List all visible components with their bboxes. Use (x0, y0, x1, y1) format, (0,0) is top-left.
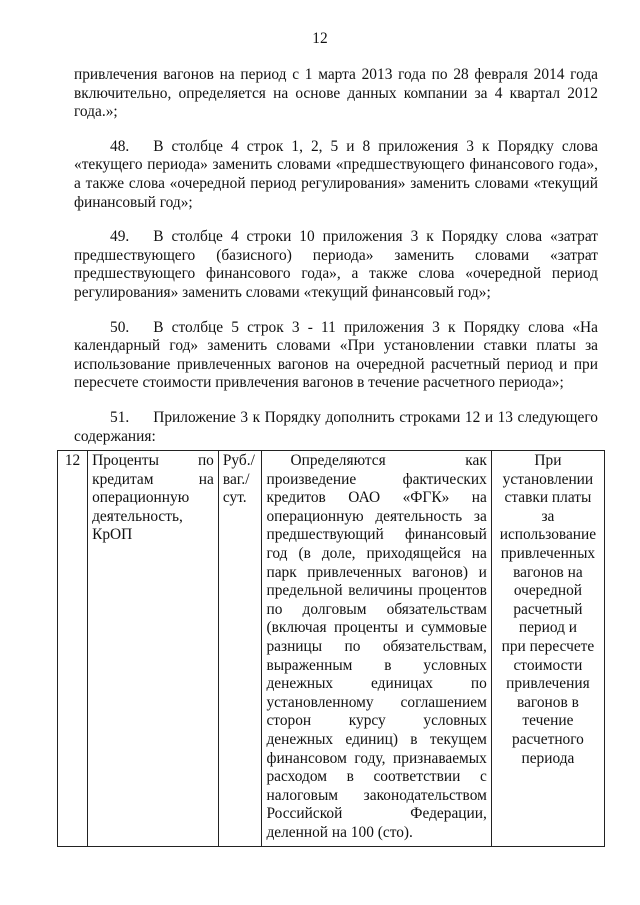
period-line: очередной (513, 582, 583, 600)
period-line: за (541, 507, 555, 525)
table-row (58, 451, 605, 847)
paragraph-text: В столбце 4 строки 10 приложения 3 к Порядку слова «затрат предшествующего (базисного) периода» заменить словами «затрат предшествующего финансового года», а также слова «очередной период регулирования» заменить словами «текущий финансовый год»; (74, 228, 598, 301)
name-line: кредитам на (92, 470, 214, 488)
definition-line: (включая проценты и суммовые (266, 619, 487, 637)
period-line: периода (521, 749, 575, 767)
unit-cell (218, 451, 262, 847)
definition-line: произведение фактических (266, 470, 487, 488)
paragraph-50 (74, 319, 598, 393)
period-line: ставки платы (504, 489, 592, 507)
definition-line: установленному соглашением (266, 693, 487, 711)
paragraph-text: В столбце 4 строк 1, 2, 5 и 8 приложения 3 к Порядку слова «текущего периода» заменить словами «предшествующего финансового года», а также слова «очередной период регулирования» заменить словами «текущий финансовый год»; (74, 137, 598, 211)
period-line: вагонов в (517, 693, 579, 711)
paragraph-49 (74, 228, 598, 302)
definition-line: финансовом году, признаваемых (266, 749, 487, 767)
definition-line: выраженным в условных (266, 656, 487, 674)
period-line: установлении (502, 470, 594, 488)
period-line: привлечения (506, 675, 590, 693)
definition-line: разницы по обязательствам, (266, 637, 487, 655)
definition-line: кредитов ОАО «ФГК» на (266, 489, 487, 507)
appendix-table (57, 450, 605, 847)
unit-line: Руб./ (222, 452, 255, 469)
paragraph-51 (74, 409, 598, 446)
application-period-cell (491, 451, 604, 847)
definition-line: расходом в соответствии с (266, 768, 487, 786)
definition-line: предельной величины процентов (266, 582, 487, 600)
name-line: КрОП (92, 526, 133, 544)
period-line: вагонов на (513, 563, 583, 581)
row-number: 12 (64, 452, 81, 469)
name-line: Проценты по (92, 452, 214, 469)
paragraph-number: 49. (110, 228, 130, 246)
definition-line: операционную деятельность за (266, 507, 487, 525)
paragraph-text: В столбце 5 строк 3 - 11 приложения 3 к Порядку слова «На календарный год» заменить словами «При установлении ставки платы за использование привлеченных вагонов на очередной расчетный период и при пересчете стоимости привлечения вагонов в течение расчетного периода»; (74, 318, 598, 392)
period-line: расчетный (513, 600, 583, 618)
paragraph-text: Приложение 3 к Порядку дополнить строками 12 и 13 следующего содержания: (74, 408, 598, 445)
definition-line: денежных единицах по (266, 675, 487, 693)
document-body (74, 66, 598, 462)
name-line: операционную (92, 489, 190, 507)
definition-line: налоговым законодательством (266, 786, 487, 804)
definition-line: Определяются как (290, 452, 487, 469)
definition-line: год (в доле, приходящейся на (266, 544, 487, 562)
definition-line: предшествующий финансовый (266, 526, 487, 544)
definition-line: деленной на 100 (сто). (266, 823, 413, 841)
definition-line: Российской Федерации, (266, 805, 487, 823)
paragraph-text: привлечения вагонов на период с 1 марта 2013 года по 28 февраля 2014 года включительно, определяется на основе данных компании за 4 квартал 2012 года.»; (74, 66, 598, 121)
paragraph-48 (74, 138, 598, 212)
period-line: период и (518, 619, 577, 637)
period-line: привлеченных (500, 544, 596, 562)
period-line: стоимости (513, 656, 583, 674)
paragraph-number: 50. (110, 318, 130, 336)
period-line: расчетного (511, 730, 584, 748)
definition-line: парк привлеченных вагонов) и (266, 563, 487, 581)
name-line: деятельность, (92, 507, 183, 525)
indicator-name-cell (88, 451, 219, 847)
definition-line: денежных единиц) в текущем (266, 730, 487, 748)
period-line: при пересчете (501, 637, 595, 655)
period-line: течение (522, 712, 574, 730)
period-line: использование (499, 526, 597, 544)
paragraph-number: 48. (110, 137, 130, 155)
unit-line: ваг./ (222, 470, 250, 488)
period-line: При (534, 452, 562, 469)
definition-line: сторон курсу условных (266, 712, 487, 730)
definition-line: по долговым обязательствам (266, 600, 487, 618)
paragraph-continuation (74, 66, 598, 122)
unit-line: сут. (222, 489, 247, 507)
row-number-cell (58, 451, 88, 847)
page-number: 12 (312, 30, 328, 47)
definition-cell (262, 451, 491, 847)
paragraph-number: 51. (110, 408, 130, 426)
